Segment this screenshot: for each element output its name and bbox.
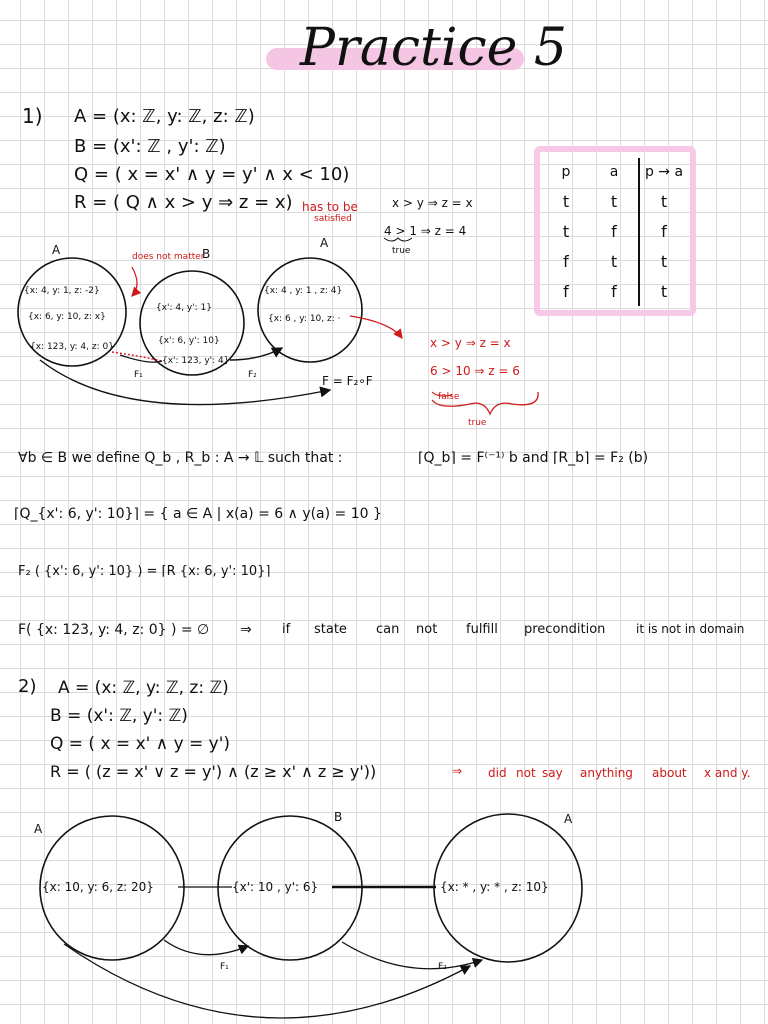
f2-label: F₂ xyxy=(248,370,257,380)
p2-composition-arrow xyxy=(64,944,470,1018)
b-state-1: {x': 4, y': 1} xyxy=(156,303,213,313)
truth-cell: t xyxy=(610,251,618,271)
p2-set-A1-label: A xyxy=(34,822,43,836)
p2-def-A: A = (x: ℤ, y: ℤ, z: ℤ) xyxy=(58,678,229,698)
f-empty-word: state xyxy=(314,622,347,637)
p2-def-B: B = (x': ℤ, y': ℤ) xyxy=(50,706,188,726)
a1-state-2: {x: 6, y: 10, z: x} xyxy=(28,312,106,322)
problem-1-number: 1) xyxy=(22,104,43,128)
f-empty-arrow: ⇒ xyxy=(240,622,252,638)
p2-f1-label: F₁ xyxy=(220,962,229,972)
example-true-label: true xyxy=(392,246,411,256)
f-empty-word: can xyxy=(376,622,400,637)
p2-f1-arrow xyxy=(164,940,248,955)
truth-header-p: p xyxy=(561,164,571,180)
p2-note-word: about xyxy=(652,766,687,780)
p2-note-word: not xyxy=(516,766,536,780)
f-empty-word: it is not in domain xyxy=(636,622,745,636)
p2-b-state: {x': 10 , y': 6} xyxy=(232,880,319,894)
example-implication-2: 4 > 1 ⇒ z = 4 xyxy=(384,224,467,238)
f-empty-line: F( {x: 123, y: 4, z: 0} ) = ∅ xyxy=(18,622,210,638)
p2-note-word: x and y. xyxy=(704,766,751,780)
p2-a2-state: {x: * , y: * , z: 10} xyxy=(440,880,549,894)
p1-def-Q: Q = ( x = x' ∧ y = y' ∧ x < 10) xyxy=(74,164,350,185)
truth-cell: f xyxy=(639,216,688,246)
p1-def-B: B = (x': ℤ , y': ℤ) xyxy=(74,136,226,157)
a2-state-2: {x: 6 , y: 10, z: · xyxy=(268,314,341,324)
b-state-2: {x': 6, y': 10} xyxy=(158,336,220,346)
does-not-matter-note: does not matter xyxy=(132,252,205,262)
set-B-label: B xyxy=(202,247,211,261)
truth-cell: f xyxy=(611,281,617,301)
truth-cell: t xyxy=(610,191,618,211)
b-state-3: {x': 123, y': 4} xyxy=(162,356,230,366)
truth-cell: f xyxy=(611,221,617,241)
p2-a1-state: {x: 10, y: 6, z: 20} xyxy=(42,880,154,894)
definition-line-1: ∀b ∈ B we define Q_b , R_b : A → 𝕃 such that : xyxy=(18,450,343,466)
truth-cell: t xyxy=(639,276,688,306)
a1-state-3: {x: 123, y: 4, z: 0} xyxy=(30,342,114,352)
note-satisfied: satisfied xyxy=(314,214,352,224)
f1-label: F₁ xyxy=(134,370,143,380)
composition-label: F = F₂∘F xyxy=(322,374,373,388)
set-A2-label: A xyxy=(320,236,329,250)
definition-line-2: ⌈Q_b⌉ = F⁽⁻¹⁾ b and ⌈R_b⌉ = F₂ (b) xyxy=(418,450,649,466)
truth-cell: t xyxy=(639,186,688,216)
p1-def-R: R = ( Q ∧ x > y ⇒ z = x) xyxy=(74,192,293,213)
page-title: Practice 5 xyxy=(300,18,568,78)
p2-note-word: did xyxy=(488,766,507,780)
problem-2-number: 2) xyxy=(18,676,37,697)
p2-def-Q: Q = ( x = x' ∧ y = y') xyxy=(50,734,231,754)
p2-f2-label: F₂ xyxy=(438,962,447,972)
red-false-label: false xyxy=(438,392,460,402)
note-has-to-be: has to be xyxy=(302,200,358,214)
p2-note-word: say xyxy=(542,766,563,780)
truth-cell: t xyxy=(639,246,688,276)
q-set-definition: ⌈Q_{x': 6, y': 10}⌉ = { a ∈ A | x(a) = 6 ∧ y(a) = 10 } xyxy=(14,506,382,522)
f2-definition: F₂ ( {x': 6, y': 10} ) = ⌈R {x: 6, y': 10}⌉ xyxy=(18,564,271,579)
truth-cell: t xyxy=(562,221,570,241)
example-implication-1: x > y ⇒ z = x xyxy=(392,196,473,210)
p2-note-arrow: ⇒ xyxy=(452,764,463,778)
f-empty-word: fulfill xyxy=(466,622,498,637)
f-empty-word: if xyxy=(282,622,291,637)
truth-header-implies: p → a xyxy=(639,158,688,186)
p1-def-A: A = (x: ℤ, y: ℤ, z: ℤ) xyxy=(74,106,255,127)
truth-cell: t xyxy=(562,191,570,211)
red-example-1: x > y ⇒ z = x xyxy=(430,336,511,350)
f-empty-word: not xyxy=(416,622,438,637)
p2-set-B-label: B xyxy=(334,810,343,824)
red-example-2: 6 > 10 ⇒ z = 6 xyxy=(430,364,520,378)
p2-def-R: R = ( (z = x' ∨ z = y') ∧ (z ≥ x' ∧ z ≥ y')) xyxy=(50,762,377,781)
a1-state-1: {x: 4, y: 1, z: -2} xyxy=(24,286,100,296)
truth-cell: f xyxy=(563,281,569,301)
set-A1-label: A xyxy=(52,243,61,257)
truth-header-a: a xyxy=(609,164,619,180)
f-empty-word: precondition xyxy=(524,622,606,637)
a2-state-1: {x: 4 , y: 1 , z: 4} xyxy=(264,286,343,296)
red-true-label: true xyxy=(468,418,487,428)
p2-note-word: anything xyxy=(580,766,633,780)
truth-cell: f xyxy=(563,251,569,271)
p2-set-A2-label: A xyxy=(564,812,573,826)
